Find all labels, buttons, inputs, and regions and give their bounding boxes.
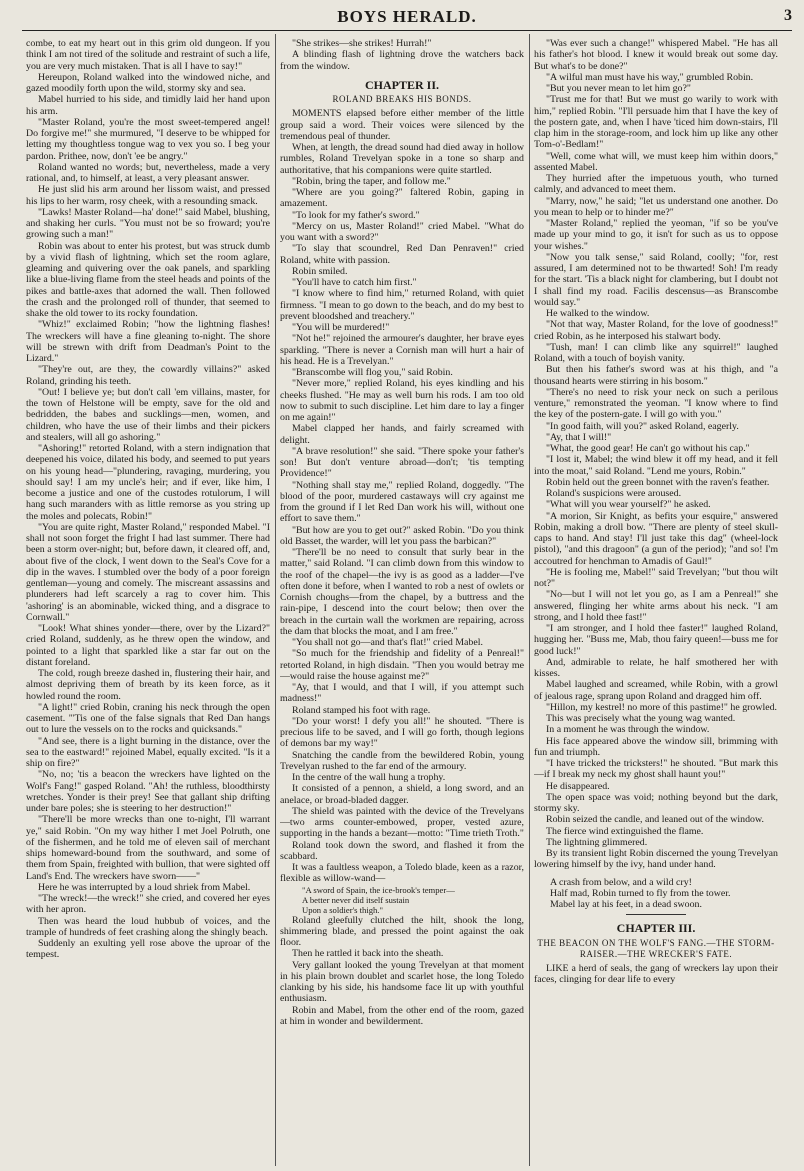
paragraph: Robin was about to enter his protest, but was struck dumb by a vivid flash of lightning, which set the room aglare, gleaming and quivering over the oak panels, and sparkling like a blue-living flame from the steel heads and points of the pikes and battle-axes that adorned the wall. Then followed the crash and the prolonged roll of thunder, that seemed to shake the old tower to its rocky foundation. xyxy=(26,240,270,319)
verse-line: Half mad, Robin turned to fly from the tower. xyxy=(550,887,731,899)
paragraph: When, at length, the dread sound had died away in hollow rumbles, Roland Trevelyan spoke in a tone so sharp and authoritative, that his companions were quite startled. xyxy=(280,142,524,176)
verse-quote-line: "A sword of Spain, the ice-brook's temper— xyxy=(302,884,455,895)
paragraph: "And see, there is a light burning in the distance, over the sea to the eastward!" rejoined Mabel, equally excited. "Is it a ship on fire?" xyxy=(26,735,270,769)
paragraph: The fierce wind extinguished the flame. xyxy=(546,825,704,837)
paragraph: "She strikes—she strikes! Hurrah!" xyxy=(292,38,432,49)
paragraph: "Lawks! Master Roland—ha' done!" said Mabel, blushing, and shaking her curls. "You must not be so froward; you're growing such a man!" xyxy=(26,206,270,241)
chapter-heading: CHAPTER III. xyxy=(616,921,696,936)
paragraph: Mabel clapped her hands, and fairly screamed with delight. xyxy=(280,423,524,446)
paragraph: "Marry, now," he said; "let us understand one another. Do you mean to help or to hinder me?" xyxy=(534,195,778,218)
paragraph: By its transient light Robin discerned the young Trevelyan lowering himself by the ivy, hand under hand. xyxy=(534,848,778,871)
paragraph: Robin and Mabel, from the other end of the room, gazed at him in wonder and bewilderment. xyxy=(280,1004,524,1027)
paragraph: "A light!" cried Robin, craning his neck through the open casement. "'Tis one of the false signals that Red Dan hangs out to lure the vessels on to the rocks and quicksands." xyxy=(26,701,270,736)
paragraph: Robin seized the candle, and leaned out of the window. xyxy=(546,814,764,826)
verse-quote-line: A better never did itself sustain xyxy=(302,894,410,905)
paragraph: "They're out, are they, the cowardly villains?" asked Roland, grinding his teeth. xyxy=(26,364,270,387)
paragraph: MOMENTS elapsed before either member of the little group said a word. Their voices were silenced by the tremendous peal of thunder. xyxy=(280,108,524,142)
paragraph: Roland's suspicions were aroused. xyxy=(546,488,682,499)
paragraph: Then was heard the loud hubbub of voices, and the trample of hundreds of feet crashing along the shingly beach. xyxy=(26,915,270,938)
paragraph: "A morion, Sir Knight, as befits your esquire," answered Robin, making a droll bow. "There are plenty of steel skull-caps to hand. And stay! I'll just take this dag" (wheel-lock pistol), "and this dragoon" (a gun of the period); "and so! I'm accoutred for henchman to Amadis of Gaul!" xyxy=(534,510,778,567)
paragraph: "But how are you to get out?" asked Robin. "Do you think old Basset, the warder, will let you pass the barbican?" xyxy=(280,524,524,547)
paragraph: "He is fooling me, Mabel!" said Trevelyan; "but thou wilt not?" xyxy=(534,566,778,589)
verse-quote-line: Upon a soldier's thigh." xyxy=(302,904,383,915)
masthead-title: BOYS HERALD. xyxy=(337,7,477,26)
paragraph: "No, no; 'tis a beacon the wreckers have lighted on the Wolf's Fang!" gasped Roland. "Ah! the ruthless, bloodthirsty wretches. Yonder is their prey! See that gallant ship drifting under bare poles; she is steering to her destruction!" xyxy=(26,769,270,814)
paragraph: "There's no need to risk your neck on such a perilous venture," remonstrated the yeoman. "I know where to find the key of the postern-gate. I will go with you." xyxy=(534,386,778,421)
paragraph: "No—but I will not let you go, as I am a Penreal!" she answered, flinging her white arms about his neck. "I am strong, and I hold thee fast!" xyxy=(534,589,778,623)
paragraph: "Tush, man! I can climb like any squirrel!" laughed Roland, with a touch of boyish vanity. xyxy=(534,341,778,364)
paragraph: "Ay, that I would, and that I will, if you attempt such madness!" xyxy=(280,682,524,705)
paragraph: "What, the good gear! He can't go without his cap." xyxy=(546,443,750,454)
paragraph: Roland gleefully clutched the hilt, shook the long, shimmering blade, and pressed the point against the oak floor. xyxy=(280,914,524,948)
paragraph: "I have tricked the tricksters!" he shouted. "But mark this—if I break my neck my ghost shall haunt you!" xyxy=(534,758,778,781)
paragraph: He disappeared. xyxy=(546,780,610,792)
chapter-divider xyxy=(626,914,686,915)
paragraph: In the centre of the wall hung a trophy. xyxy=(292,772,446,783)
paragraph: Hereupon, Roland walked into the windowed niche, and gazed moodily forth upon the wild, stormy sky and sea. xyxy=(26,71,270,94)
header-rule xyxy=(22,30,792,31)
paragraph: But then his father's sword was at his thigh, and "a thousand hearts were stirring in his bosom." xyxy=(534,364,778,387)
paragraph: "Whiz!" exclaimed Robin; "how the lightning flashes! The wreckers will have a fine gleaning to-night. The shore will be strewn with drift from Deadman's Point to the Lizard." xyxy=(26,319,270,364)
paragraph: In a moment he was through the window. xyxy=(546,724,710,736)
paragraph: "The wreck!—the wreck!" she cried, and covered her eyes with her apron. xyxy=(26,893,270,916)
paragraph: "Not that way, Master Roland, for the love of goodness!" cried Robin, as he interposed his stalwart body. xyxy=(534,319,778,342)
paragraph: "But you never mean to let him go?" xyxy=(546,83,691,94)
paragraph: "So much for the friendship and fidelity of a Penreal!" retorted Roland, in high disdain. "Then you would betray me—would raise the house against me?" xyxy=(280,648,524,682)
verse-line: Mabel lay at his feet, in a dead swoon. xyxy=(550,899,702,910)
paragraph: He walked to the window. xyxy=(546,308,650,319)
paragraph: Roland stamped his foot with rage. xyxy=(292,704,431,716)
paragraph: "Was ever such a change!" whispered Mabel. "He has all his father's hot blood. I knew it would break out some day. But what's to be done?" xyxy=(534,38,778,72)
paragraph: Here he was interrupted by a loud shriek from Mabel. xyxy=(38,881,251,893)
paragraph: "What will you wear yourself?" he asked. xyxy=(546,499,711,511)
paragraph: "I am stronger, and I hold thee faster!" laughed Roland, hugging her. "Buss me, Mab, thou fairy queen!—buss me for good luck!" xyxy=(534,623,778,657)
paragraph: "Nothing shall stay me," replied Roland, doggedly. "The blood of the poor, murdered castaways will cry against me from the ground if I let Red Dan work his will, without one effort to save them." xyxy=(280,479,524,525)
paragraph: "To slay that scoundrel, Red Dan Penraven!" cried Roland, white with passion. xyxy=(280,243,524,266)
paragraph: "I know where to find him," returned Roland, with quiet firmness. "I mean to go down to the beach, and do my best to prevent bloodshed and treachery." xyxy=(280,288,524,322)
paragraph: "Do your worst! I defy you all!" he shouted. "There is precious life to be saved, and I will go forth, though legions of demons bar my way!" xyxy=(280,715,524,750)
column-rule-2 xyxy=(529,34,530,1166)
column-1 xyxy=(26,38,270,1164)
paragraph: "Well, come what will, we must keep him within doors," assented Mabel. xyxy=(534,150,778,173)
column-rule-1 xyxy=(275,34,276,1166)
column-2 xyxy=(280,38,524,1164)
paragraph: Robin held out the green bonnet with the raven's feather. xyxy=(546,476,770,488)
paragraph: Roland wanted no words; but, nevertheless, made a very rational, and, to himself, at least, a very pleasant answer. xyxy=(26,161,270,184)
paragraph: "Out! I believe ye; but don't call 'em villains, master, for the town of Helstone will be empty, save for the old and bedridden, the babes and sucklings—men, women, and children, who have the use of their limbs and their pickers and stealers, will all go ashoring." xyxy=(26,386,270,443)
paragraph: He just slid his arm around her lissom waist, and pressed his lips to her warm, rosy cheek, with a resounding smack. xyxy=(26,184,270,207)
paragraph: "There'll be more wrecks than one to-night, I'll warrant ye," said Robin. "On my way hither I met Joel Polruth, one of the fishermen, and he told me of eleven sail of merchant ships homeward-bound from the southward, and some of them from Spain, freighted with bullion, that were sighted off Land's End. The wreckers have sworn——" xyxy=(26,814,270,882)
paragraph: "In good faith, will you?" asked Roland, eagerly. xyxy=(546,420,739,432)
paragraph: The shield was painted with the device of the Trevelyans—two arms counter-embowed, proper, vested azure, supporting in the hands a bezant—motto: "Time trieth Troth." xyxy=(280,805,524,840)
chapter-subtitle: ROLAND BREAKS HIS BONDS. xyxy=(332,94,472,104)
paragraph: "There'll be no need to consult that surly bear in the matter," said Roland. "I can climb down from this window to the roof of the chapel—the ivy is as good as a ladder—I've often done it before, when I wanted to rob a nest of owlets or Cornish choughs—from the chapel, by a buttress and the rain-pipe, I descend into the court below; then over the breach in the curtain wall the workmen are repairing, across the dam that blocks the moat, and I am free." xyxy=(280,547,524,637)
paragraph: "Where are you going?" faltered Robin, gaping in amazement. xyxy=(280,187,524,210)
paragraph: "Ashoring!" retorted Roland, with a stern indignation that deepened his voice, dilated his body, and seemed to put years on his young head—"plundering, ravaging, murdering, you should say! I am my uncle's heir; and if ever, like him, I become a justice and one of the custodes rotulorum, I will hang such maranders with as little remorse as you string up the moles and polecats, Robin!" xyxy=(26,443,270,522)
paragraph: "Look! What shines yonder—there, over by the Lizard?" cried Roland, suddenly, as he threw open the window, and pointed to a light that sparkled like a star far out on the distant foreland. xyxy=(26,623,270,668)
paragraph: "A brave resolution!" she said. "There spoke your father's son! But don't venture abroad—don't; 'tis tempting Providence!" xyxy=(280,445,524,480)
paragraph: "Branscombe will flog you," said Robin. xyxy=(292,367,453,378)
paragraph: This was precisely what the young wag wanted. xyxy=(546,713,736,724)
paragraph: "Trust me for that! But we must go warily to work with him," replied Robin. "I'll persuade him that I have the key of the postern gate, and, when I have 'ticed him down-stairs, I'll clap him in the storage-room, and lock him up like any other Tom-o'-Bedlam!" xyxy=(534,94,778,151)
paragraph: They hurried after the impetuous youth, who turned calmly, and advanced to meet them. xyxy=(534,173,778,196)
page-header xyxy=(22,4,792,30)
paragraph: A blinding flash of lightning drove the watchers back from the window. xyxy=(280,49,524,72)
paragraph: The cold, rough breeze dashed in, flustering their hair, and almost depriving them of breath by its keen force, as it howled round the room. xyxy=(26,668,270,702)
paragraph: "Mercy on us, Master Roland!" cried Mabel. "What do you want with a sword?" xyxy=(280,220,524,243)
paragraph: Mabel laughed and screamed, while Robin, with a growl of jealous rage, sprang upon Roland and dragged him off. xyxy=(534,679,778,702)
paragraph: And, admirable to relate, he half smothered her with kisses. xyxy=(534,656,778,679)
paragraph: Roland took down the sword, and flashed it from the scabbard. xyxy=(280,839,524,862)
paragraph: "You will be murdered!" xyxy=(292,322,390,333)
chapter-heading: CHAPTER II. xyxy=(364,77,439,92)
paragraph: "Master Roland," replied the yeoman, "if so be you've made up your mind to go, it isn't for such as us to oppose your wishes." xyxy=(534,218,778,252)
paragraph: "You are quite right, Master Roland," responded Mabel. "I shall not soon forget the fright I had last summer. There had been a storm over-night; but, before dawn, it cleared off, and, about five of the clock, I went down to the Seal's Cove for a dip in the waves. I stumbled over the body of a poor foreign gentleman—young and comely. The miscreant assassins and plunderers had left scarcely a rag to cover him. This 'ashoring' is an abominable, wicked thing, and a disgrace to Cornwall." xyxy=(26,521,270,623)
paragraph: "I lost it, Mabel; the wind blew it off my head, and it fell into the moat," said Roland. "Lend me yours, Robin." xyxy=(534,454,778,477)
paragraph: "Never more," replied Roland, his eyes kindling and his cheeks flushed. "He may as well burn his rods. I am too old now to submit to such discipline. Let him dare to lay a finger on me again!" xyxy=(280,378,524,423)
paragraph: "To look for my father's sword." xyxy=(292,209,420,221)
chapter-subtitle: THE BEACON ON THE WOLF'S FANG.—THE STORM-RAISER.—THE WRECKER'S FATE. xyxy=(537,937,775,959)
paragraph: LIKE a herd of seals, the gang of wreckers lay upon their faces, clinging for dear life to every xyxy=(534,963,778,986)
paragraph: It consisted of a pennon, a shield, a long sword, and an anelace, or broad-bladed dagger. xyxy=(280,783,524,806)
page-number: 3 xyxy=(784,7,792,24)
paragraph: combe, to eat my heart out in this grim old dungeon. If you think I am not tired of the solitude and restraint of such a life, you are very much mistaken. That is all I have to say!" xyxy=(26,38,270,72)
paragraph: His face appeared above the window sill, brimming with fun and triumph. xyxy=(534,735,778,758)
paragraph: "Master Roland, you're the most sweet-tempered angel! Do forgive me!" she murmured, "I deserve to be whipped for letting my thoughtless tongue wag to vex you so. I beg your pardon. Prithee, now, don't 'ee be angry." xyxy=(26,116,270,162)
paragraph: The open space was void; nothing beyond but the dark, stormy sky. xyxy=(534,791,778,814)
paragraph: "Now you talk sense," said Roland, coolly; "for, rest assured, I am determined not to be thwarted! Soh! I'm ready for the start. 'Tis a black night for clambering, but I doubt not I shall find my road. Facilis descensus—as Branscombe would say." xyxy=(534,251,778,308)
paragraph: "Ay, that I will!" xyxy=(546,431,612,443)
paragraph: "Not he!" rejoined the armourer's daughter, her brave eyes sparkling. "There is never a Cornish man will hurt a hair of his head. He is a Trevelyan." xyxy=(280,333,524,367)
paragraph: "Hillon, my kestrel! no more of this pastime!" he growled. xyxy=(546,701,778,713)
paragraph: Snatching the candle from the bewildered Robin, young Trevelyan rushed to the far end of the armoury. xyxy=(280,749,524,772)
paragraph: Robin smiled. xyxy=(292,265,348,277)
paragraph: "You shall not go—and that's flat!" cried Mabel. xyxy=(292,637,483,648)
paragraph: Very gallant looked the young Trevelyan at that moment in his plain brown doublet and scarlet hose, the long Toledo clanking by his side, his handsome face lit up with youthful enthusiasm. xyxy=(280,959,524,1005)
paragraph: "A wilful man must have his way," grumbled Robin. xyxy=(546,71,754,83)
column-3 xyxy=(534,38,778,1164)
paragraph: Then he rattled it back into the sheath. xyxy=(292,948,444,960)
paragraph: "You'll have to catch him first." xyxy=(292,277,417,288)
paragraph: "Robin, bring the taper, and follow me." xyxy=(292,175,451,187)
paragraph: Suddenly an exulting yell rose above the uproar of the tempest. xyxy=(26,938,270,961)
paragraph: Mabel hurried to his side, and timidly laid her hand upon his arm. xyxy=(26,94,270,117)
paragraph: The lightning glimmered. xyxy=(546,836,648,848)
paragraph: It was a faultless weapon, a Toledo blade, keen as a razor, flexible as willow-wand— xyxy=(280,862,524,885)
verse-line: A crash from below, and a wild cry! xyxy=(550,876,692,888)
